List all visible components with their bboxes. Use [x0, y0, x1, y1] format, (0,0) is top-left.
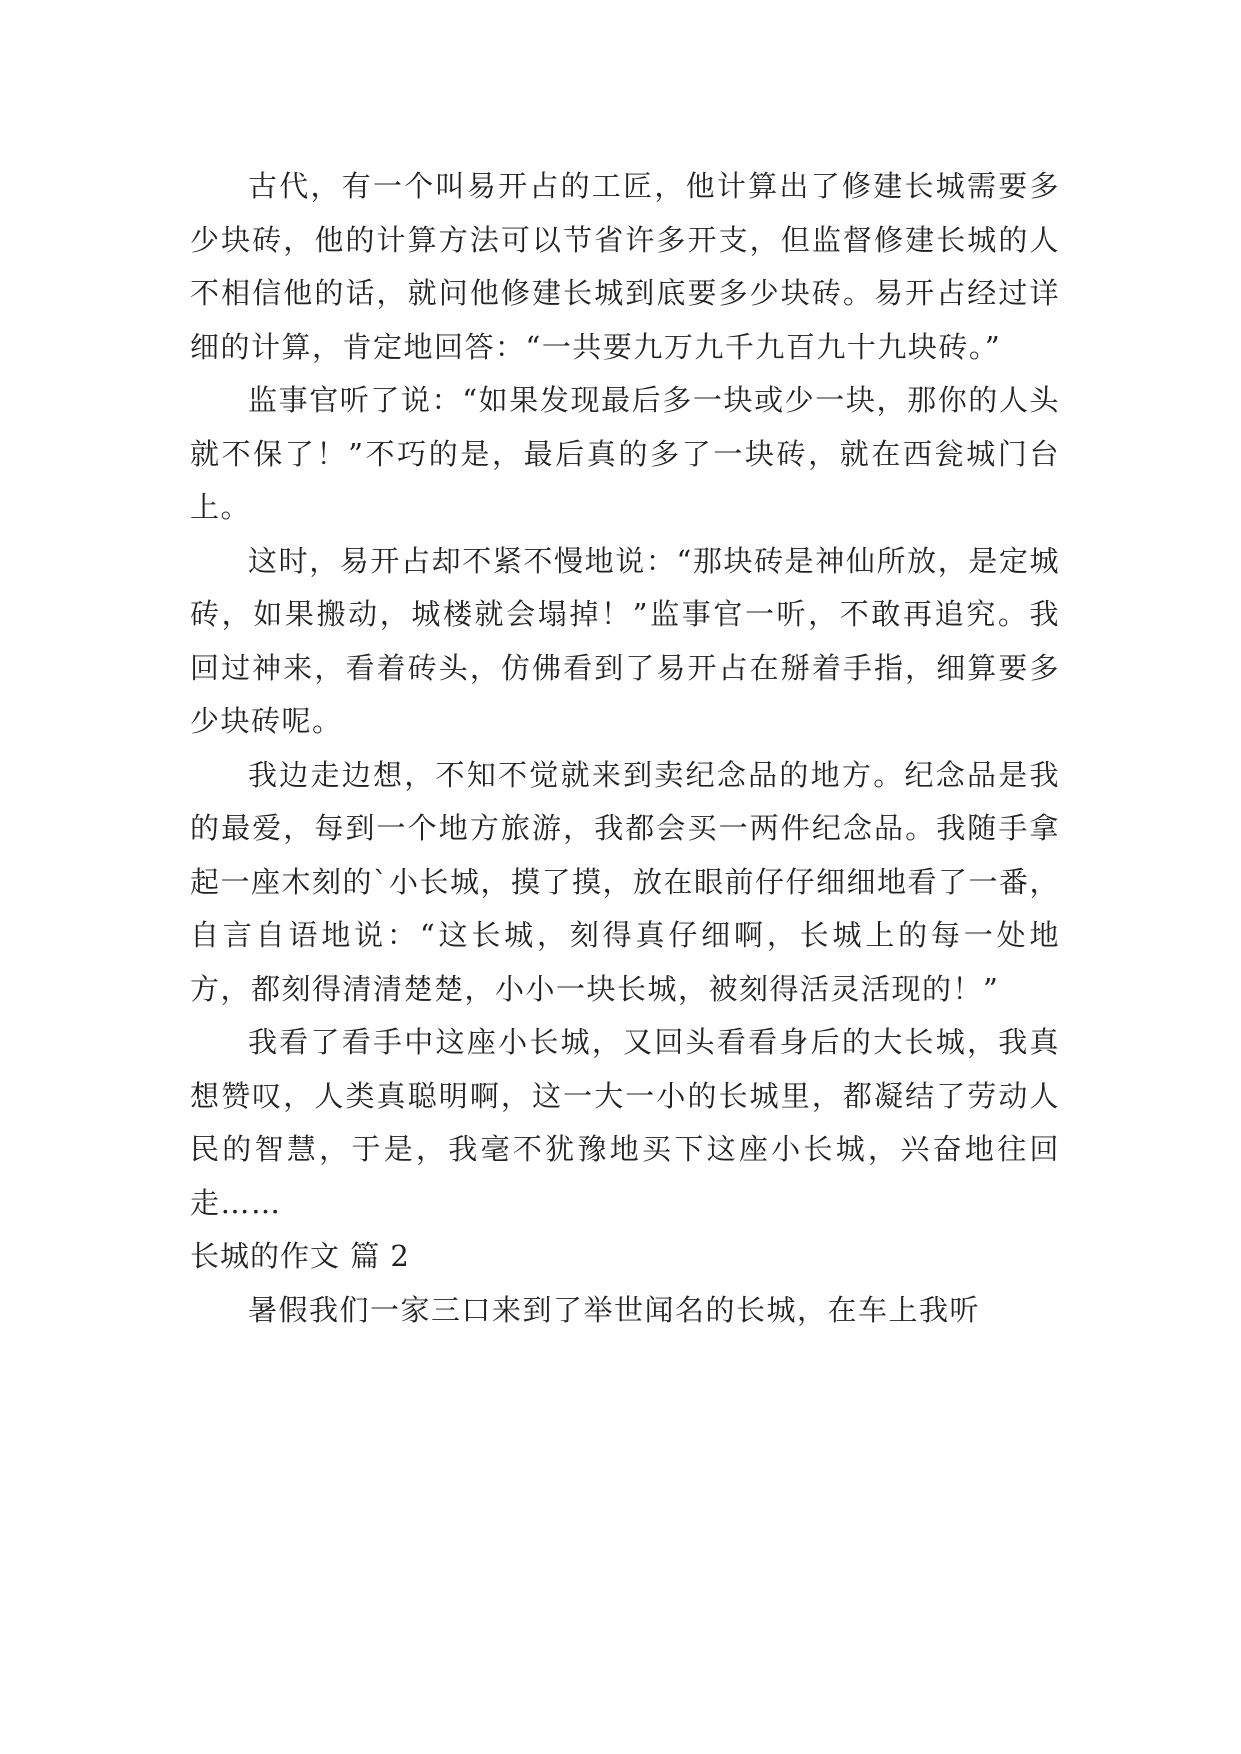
paragraph-6: 暑假我们一家三口来到了举世闻名的长城，在车上我听: [248, 1292, 981, 1327]
paragraph-4: 我边走边想，不知不觉就来到卖纪念品的地方。纪念品是我的最爱，每到一个地方旅游，我都会买一两件纪念品。我随手拿起一座木刻的`小长城，摸了摸，放在眼前仔仔细细地看了一番，自言自语地说：“这长城，刻得真仔细啊，长城上的每一处地方，都刻得清清楚楚，小小一块长城，被刻得活灵活现的！”: [190, 757, 1061, 1006]
document-body: [190, 160, 1060, 1337]
paragraph-5: 我看了看手中这座小长城，又回头看看身后的大长城，我真想赞叹，人类真聪明啊，这一大一小的长城里，都凝结了劳动人民的智慧，于是，我毫不犹豫地买下这座小长城，兴奋地往回走……: [190, 1025, 1060, 1220]
paragraph-3: 这时，易开占却不紧不慢地说：“那块砖是神仙所放，是定城砖，如果搬动，城楼就会塌掉！”监事官一听，不敢再追究。我回过神来，看着砖头，仿佛看到了易开占在掰着手指，细算要多少块砖呢。: [190, 543, 1060, 738]
paragraph-1: 古代，有一个叫易开占的工匠，他计算出了修建长城需要多少块砖，他的计算方法可以节省许多开支，但监督修建长城的人不相信他的话，就问他修建长城到底要多少块砖。易开占经过详细的计算，肯定地回答：“一共要九万九千九百九十九块砖。”: [190, 169, 1060, 364]
section-title: 长城的作文 篇 2: [190, 1239, 410, 1273]
paragraph-2: 监事官听了说：“如果发现最后多一块或少一块，那你的人头就不保了！”不巧的是，最后真的多了一块砖，就在西瓮城门台上。: [190, 383, 1060, 524]
